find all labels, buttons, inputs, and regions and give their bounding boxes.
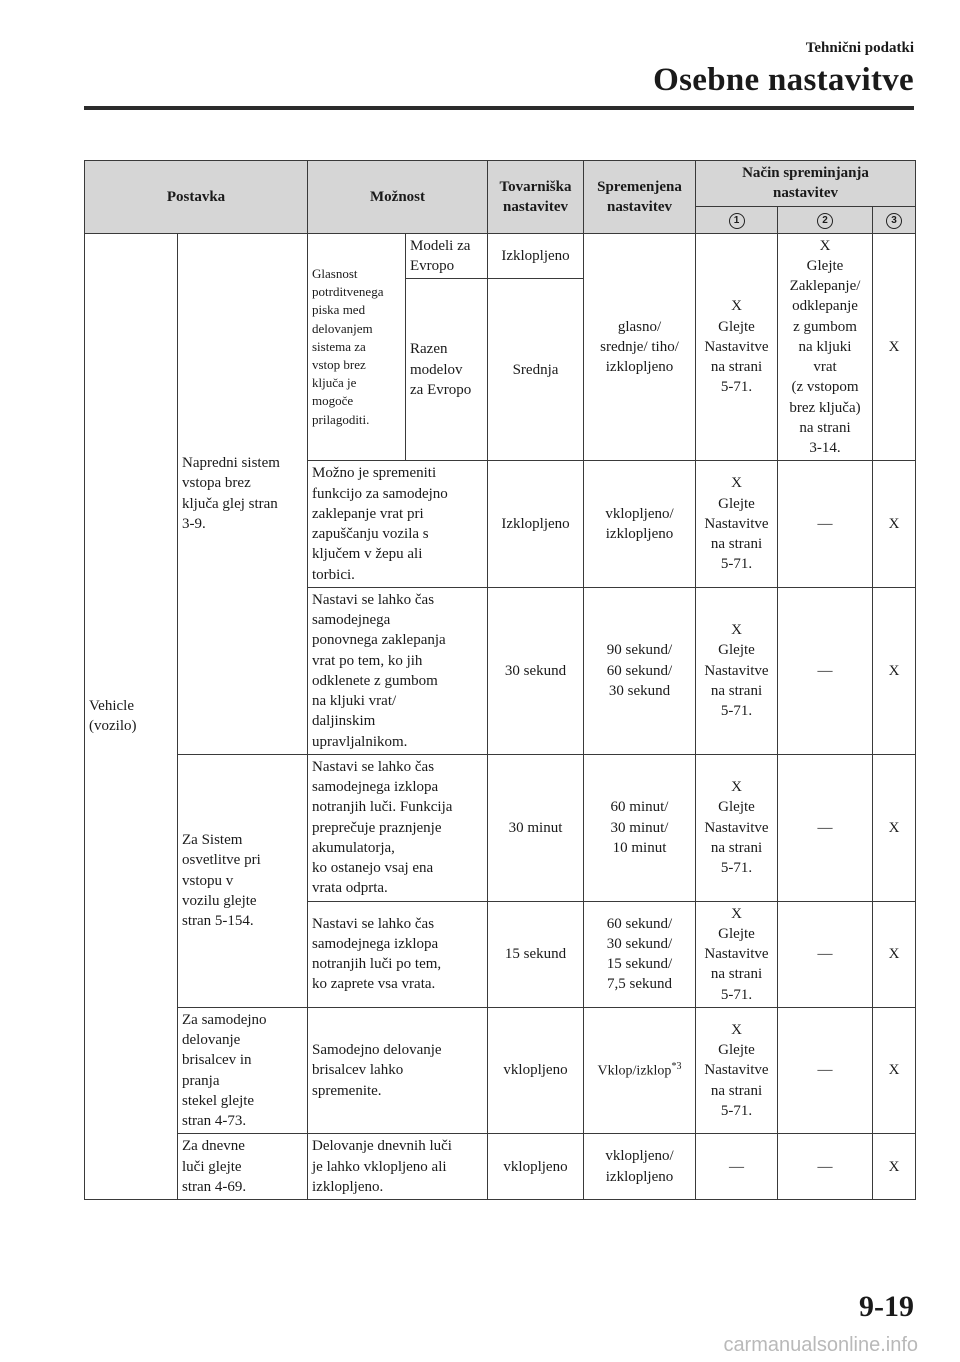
method1-ponovni: X Glejte Nastavitve na strani 5-71. [696, 587, 778, 754]
section-title: Tehnični podatki [805, 40, 914, 56]
header-method-1 [696, 206, 778, 233]
changed-dnevne: vklopljeno/ izklopljeno [584, 1134, 696, 1200]
header-method-2 [778, 206, 873, 233]
method3-brisalci: X [873, 1007, 916, 1134]
factory-ponovni: 30 sekund [488, 587, 584, 754]
method3-ponovni: X [873, 587, 916, 754]
item-osvetlitev: Za Sistem osvetlitve pri vstopu v vozilu glejte stran 5-154. [178, 754, 308, 1007]
table-header-row [85, 161, 916, 207]
header-rule [84, 106, 914, 110]
method2-brisalci: — [778, 1007, 873, 1134]
settings-table [84, 160, 916, 1200]
desc-dnevne: Delovanje dnevnih luči je lahko vklopljeno ali izklopljeno. [308, 1134, 488, 1200]
method1-izklop1: X Glejte Nastavitve na strani 5-71. [696, 754, 778, 901]
header-spremenjena: Spremenjena nastavitev [584, 161, 696, 234]
method3-izklop2: X [873, 901, 916, 1007]
circled-3-icon: 3 [886, 213, 902, 229]
group-vehicle: Vehicle (vozilo) [85, 233, 178, 1200]
method2-glasnost: X Glejte Zaklepanje/ odklepanje z gumbom na kljuki vrat (z vstopom brez ključa) na strani 3-14. [778, 233, 873, 461]
factory-izklop1: 30 minut [488, 754, 584, 901]
method2-zaklep: — [778, 461, 873, 588]
method2-dnevne: — [778, 1134, 873, 1200]
method1-zaklep: X Glejte Nastavitve na strani 5-71. [696, 461, 778, 588]
changed-brisalci [584, 1007, 696, 1134]
changed-ponovni: 90 sekund/ 60 sekund/ 30 sekund [584, 587, 696, 754]
method2-ponovni: — [778, 587, 873, 754]
method1-brisalci: X Glejte Nastavitve na strani 5-71. [696, 1007, 778, 1134]
option-modeli-evropa: Modeli za Evropo [406, 233, 488, 279]
method1-dnevne: — [696, 1134, 778, 1200]
method1-glasnost: X Glejte Nastavitve na strani 5-71. [696, 233, 778, 461]
factory-razen: Srednja [488, 279, 584, 461]
header-tovarniska: Tovarniška nastavitev [488, 161, 584, 234]
desc-brisalci: Samodejno delovanje brisalcev lahko spremenite. [308, 1007, 488, 1134]
changed-glasnost: glasno/ srednje/ tiho/ izklopljeno [584, 233, 696, 461]
changed-izklop2: 60 sekund/ 30 sekund/ 15 sekund/ 7,5 sekund [584, 901, 696, 1007]
item-dnevne: Za dnevne luči glejte stran 4-69. [178, 1134, 308, 1200]
page-title: Osebne nastavitve [653, 62, 914, 98]
changed-zaklep: vklopljeno/ izklopljeno [584, 461, 696, 588]
header-method-3 [873, 206, 916, 233]
method3-dnevne: X [873, 1134, 916, 1200]
header-moznost: Možnost [308, 161, 488, 234]
option-razen-evropa: Razen modelov za Evropo [406, 279, 488, 461]
header-nacin: Način spreminjanja nastavitev [696, 161, 916, 207]
changed-izklop1: 60 minut/ 30 minut/ 10 minut [584, 754, 696, 901]
desc-ponovni: Nastavi se lahko čas samodejnega ponovnega zaklepanja vrat po tem, ko jih odklenete z gumbom na kljuki vrat/ daljinskim upravljalnikom. [308, 587, 488, 754]
method2-izklop2: — [778, 901, 873, 1007]
table-row [85, 233, 916, 279]
item-brisalci: Za samodejno delovanje brisalcev in pranja stekel glejte stran 4-73. [178, 1007, 308, 1134]
circled-2-icon: 2 [817, 213, 833, 229]
item-glasnost: Glasnost potrditvenega piska med delovanjem sistema za vstop brez ključa je mogoče prilagoditi. [308, 233, 406, 461]
desc-izklop2: Nastavi se lahko čas samodejnega izklopa notranjih luči po tem, ko zaprete vsa vrata. [308, 901, 488, 1007]
footnote-marker: *3 [671, 1060, 682, 1072]
desc-zaklep: Možno je spremeniti funkcijo za samodejno zaklepanje vrat pri zapuščanju vozila s ključem v žepu ali torbici. [308, 461, 488, 588]
method1-izklop2: X Glejte Nastavitve na strani 5-71. [696, 901, 778, 1007]
circled-1-icon: 1 [729, 213, 745, 229]
changed-brisalci-text: Vklop/izklop [597, 1063, 672, 1079]
table-row [85, 754, 916, 901]
watermark: carmanualsonline.info [723, 1334, 918, 1356]
method3-zaklep: X [873, 461, 916, 588]
table-row [85, 1134, 916, 1200]
factory-dnevne: vklopljeno [488, 1134, 584, 1200]
factory-izklop2: 15 sekund [488, 901, 584, 1007]
method3-glasnost: X [873, 233, 916, 461]
factory-evropa: Izklopljeno [488, 233, 584, 279]
table-row [85, 1007, 916, 1134]
factory-brisalci: vklopljeno [488, 1007, 584, 1134]
desc-izklop1: Nastavi se lahko čas samodejnega izklopa notranjih luči. Funkcija preprečuje praznjenje akumulatorja, ko ostanejo vsaj ena vrata odprta. [308, 754, 488, 901]
factory-zaklep: Izklopljeno [488, 461, 584, 588]
header-postavka: Postavka [85, 161, 308, 234]
page-number: 9-19 [859, 1290, 914, 1323]
method2-izklop1: — [778, 754, 873, 901]
item-napredni: Napredni sistem vstopa brez ključa glej stran 3-9. [178, 233, 308, 754]
method3-izklop1: X [873, 754, 916, 901]
